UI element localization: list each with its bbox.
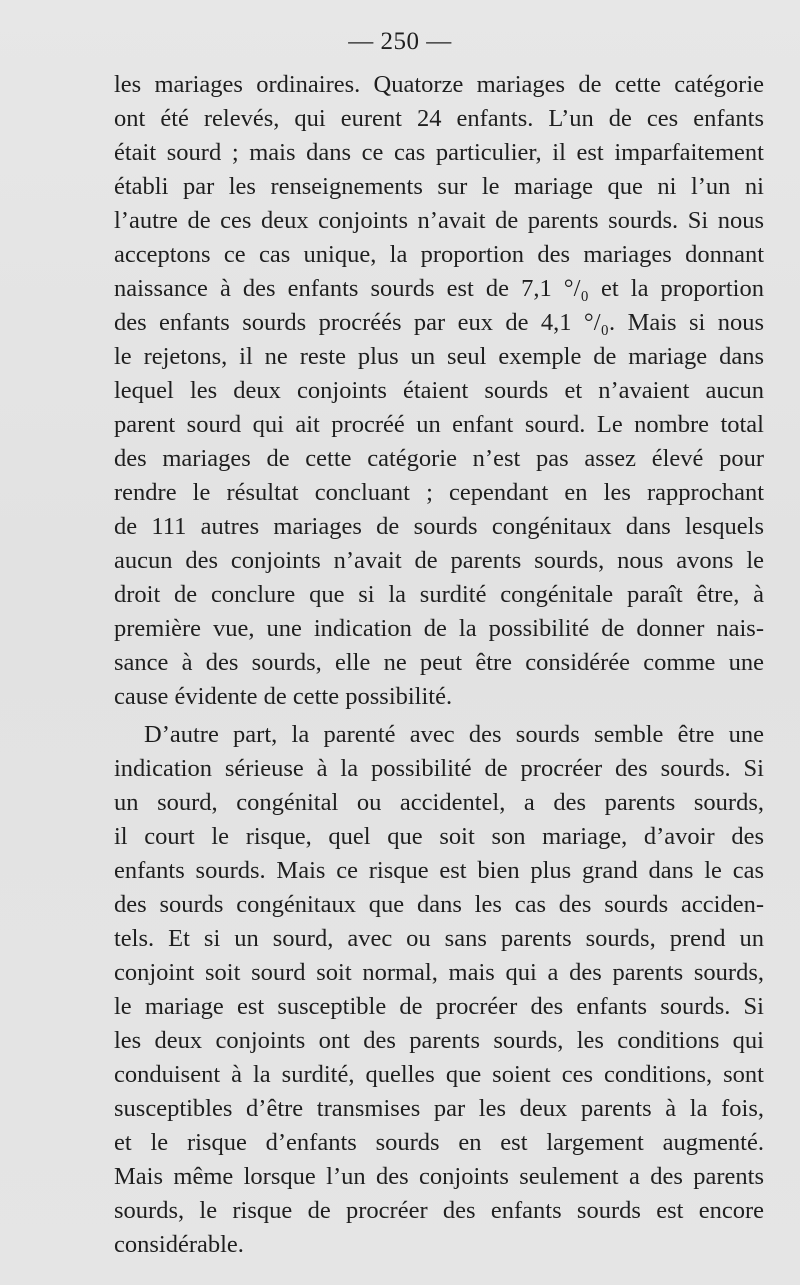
body-text [114,68,764,1262]
text-line: parent sourd qui ait procréé un enfant sourd. Le nombre total [114,411,764,438]
text-line: naissance à des enfants sourds est de 7,1 °/₀ et la proportion [114,275,764,302]
text-line: le rejetons, il ne reste plus un seul exemple de mariage dans [114,343,764,370]
text-line: des sourds congénitaux que dans les cas des sourds acciden- [114,891,764,918]
text-line: Mais même lorsque l’un des conjoints seulement a des parents [114,1163,764,1190]
text-line: lequel les deux conjoints étaient sourds et n’avaient aucun [114,377,764,404]
text-line: il court le risque, quel que soit son mariage, d’avoir des [114,823,764,850]
text-line: le mariage est susceptible de procréer des enfants sourds. Si [114,993,764,1020]
text-line: sance à des sourds, elle ne peut être considérée comme une [114,649,764,676]
text-line: rendre le résultat concluant ; cependant en les rapprochant [114,479,764,506]
text-line: tels. Et si un sourd, avec ou sans parents sourds, prend un [114,925,764,952]
text-line: ont été relevés, qui eurent 24 enfants. L’un de ces enfants [114,105,764,132]
text-line: conduisent à la surdité, quelles que soient ces conditions, sont [114,1061,764,1088]
text-line: droit de conclure que si la surdité congénitale paraît être, à [114,581,764,608]
text-line: les deux conjoints ont des parents sourds, les conditions qui [114,1027,764,1054]
text-line: les mariages ordinaires. Quatorze mariages de cette catégorie [114,71,764,98]
text-line: des mariages de cette catégorie n’est pas assez élevé pour [114,445,764,472]
text-line: était sourd ; mais dans ce cas particulier, il est imparfaitement [114,139,764,166]
text-line: aucun des conjoints n’avait de parents sourds, nous avons le [114,547,764,574]
text-line: l’autre de ces deux conjoints n’avait de parents sourds. Si nous [114,207,764,234]
text-line: susceptibles d’être transmises par les deux parents à la fois, [114,1095,764,1122]
text-line: établi par les renseignements sur le mariage que ni l’un ni [114,173,764,200]
text-line: indication sérieuse à la possibilité de procréer des sourds. Si [114,755,764,782]
text-line: des enfants sourds procréés par eux de 4,1 °/₀. Mais si nous [114,309,764,336]
text-line: acceptons ce cas unique, la proportion des mariages donnant [114,241,764,268]
text-line: cause évidente de cette possibilité. [114,683,453,710]
paragraph-2 [114,718,764,1262]
text-line: première vue, une indication de la possibilité de donner nais- [114,615,764,642]
text-line: conjoint soit sourd soit normal, mais qui a des parents sourds, [114,959,764,986]
page-number: — 250 — [348,28,452,55]
text-line: enfants sourds. Mais ce risque est bien plus grand dans le cas [114,857,764,884]
text-line: un sourd, congénital ou accidentel, a des parents sourds, [114,789,764,816]
text-line: de 111 autres mariages de sourds congénitaux dans lesquels [114,513,764,540]
text-line: considérable. [114,1231,244,1258]
text-line: sourds, le risque de procréer des enfants sourds est encore [114,1197,764,1224]
paragraph-1 [114,68,764,714]
text-line: D’autre part, la parenté avec des sourds semble être une [144,721,764,748]
text-line: et le risque d’enfants sourds en est largement augmenté. [114,1129,764,1156]
